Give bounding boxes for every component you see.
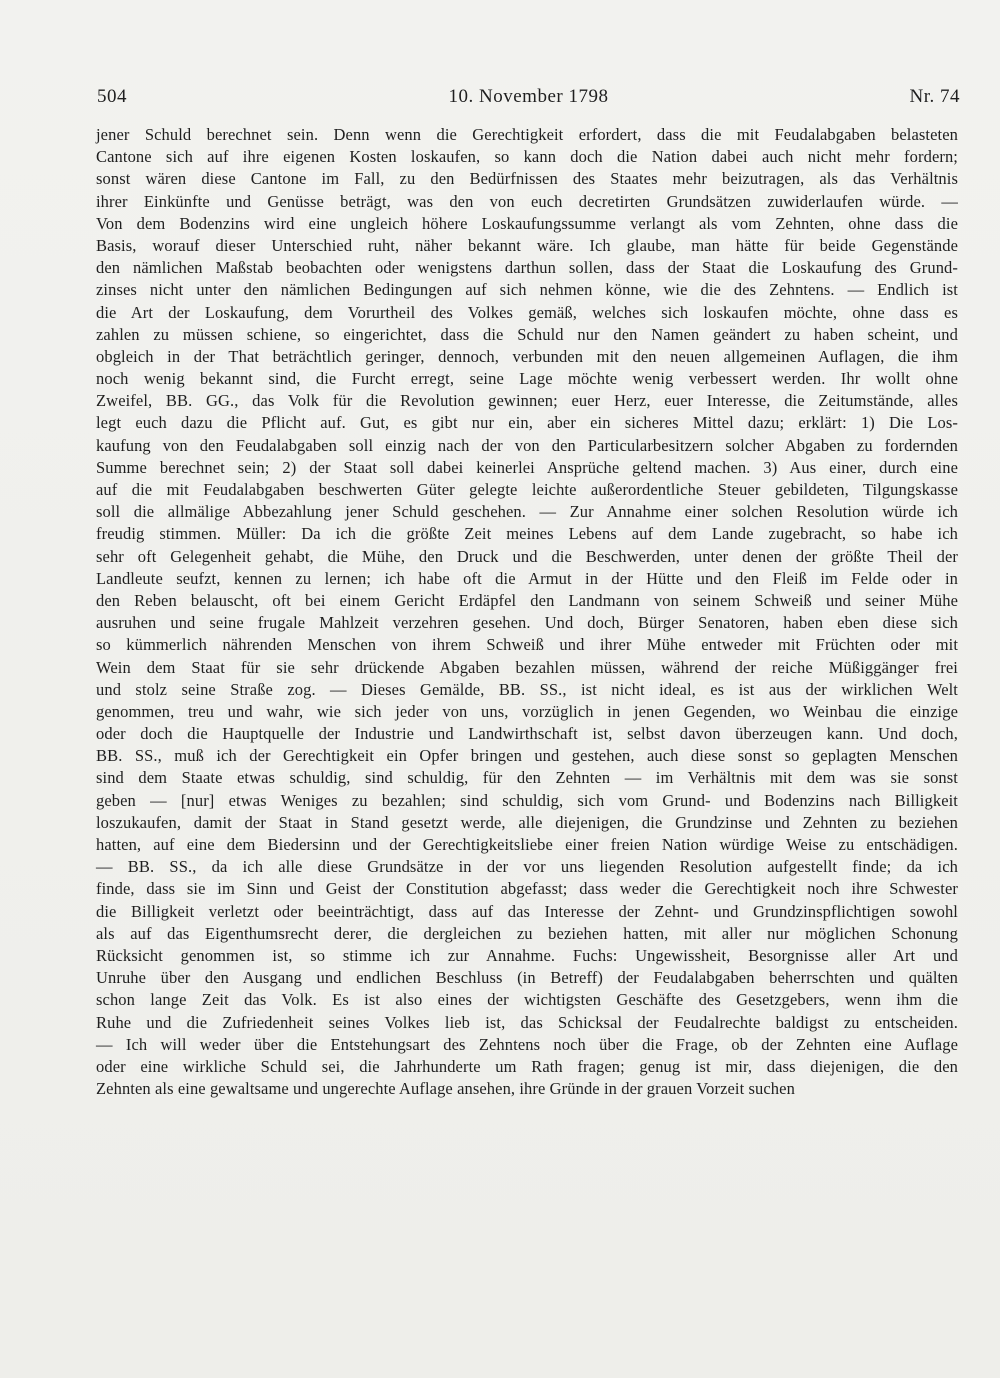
body-text xyxy=(96,124,958,1100)
text-line: BB. SS., muß ich der Gerechtigkeit ein Opfer bringen und gestehen, auch diese sonst so geplagten Menschen xyxy=(96,746,958,766)
text-line: Rücksicht genommen ist, so stimme ich zur Annahme. Fuchs: Ungewissheit, Besorgnisse aller Art und xyxy=(96,945,958,965)
text-line: Zweifel, BB. GG., das Volk für die Revolution gewinnen; euer Herz, euer Interesse, die Zeitumstände, alles xyxy=(96,391,958,411)
text-line: geben — [nur] etwas Weniges zu bezahlen; sind schuldig, sich vom Grund- und Bodenzins nach Billigkeit xyxy=(96,790,958,810)
text-line: die Billigkeit verletzt oder beeinträchtigt, dass auf das Interesse der Zehnt- und Grundzinspflichtigen sowohl xyxy=(96,901,958,921)
text-line: obgleich in der That beträchtlich geringer, dennoch, verbunden mit den neuen allgemeinen Auflagen, die ihm xyxy=(96,346,958,366)
text-line: freudig stimmen. Müller: Da ich die größte Zeit meines Lebens auf dem Lande zugebracht, so habe ich xyxy=(96,524,958,544)
text-line: — BB. SS., da ich alle diese Grundsätze in der vor uns liegenden Resolution aufgestellt finde; da ich xyxy=(96,857,958,877)
text-line: Summe berechnet sein; 2) der Staat soll dabei keinerlei Ansprüche geltend machen. 3) Aus einer, durch eine xyxy=(96,457,958,477)
text-line: ausruhen und seine frugale Mahlzeit verzehren gesehen. Und doch, Bürger Senatoren, haben eben diese sich xyxy=(96,613,958,633)
text-line: Unruhe über den Ausgang und endlichen Beschluss (in Betreff) der Feudalabgaben beherrschten und quälten xyxy=(96,968,958,988)
text-line: und stolz seine Straße zog. — Dieses Gemälde, BB. SS., ist nicht ideal, es ist aus der wirklichen Welt xyxy=(96,679,958,699)
text-line: zahlen zu müssen schiene, so eingerichtet, dass die Schuld nur den Namen geändert zu haben scheint, und xyxy=(96,324,958,344)
page-number: 504 xyxy=(97,86,127,107)
text-line: als auf das Eigenthumsrecht derer, die dergleichen zu beziehen hatten, mit aller nur möglichen Schonung xyxy=(96,923,958,943)
text-line: loszukaufen, damit der Staat in Stand gesetzt werde, alle diejenigen, die Grundzinse und Zehnten zu beziehen xyxy=(96,812,958,832)
header-date: 10. November 1798 xyxy=(448,86,609,107)
text-line: — Ich will weder über die Entstehungsart des Zehntens noch über die Frage, ob der Zehnten eine Auflage xyxy=(96,1034,958,1054)
text-line: Cantone sich auf ihre eigenen Kosten loskaufen, so kann doch die Nation dabei auch nicht mehr fordern; xyxy=(96,147,958,167)
text-line: den nämlichen Maßstab beobachten oder wenigstens darthun sollen, dass der Staat die Loskaufung des Grund- xyxy=(96,258,958,278)
text-line: oder doch die Hauptquelle der Industrie und Landwirthschaft ist, selbst davon überzeugen kann. Und doch, xyxy=(96,724,958,744)
text-line: Von dem Bodenzins wird eine ungleich höhere Loskaufungssumme verlangt als vom Zehnten, ohne dass die xyxy=(96,213,958,233)
text-line: sehr oft Gelegenheit gehabt, die Mühe, den Druck und die Beschwerden, unter denen der größte Theil der xyxy=(96,546,958,566)
text-line: legt euch dazu die Pflicht auf. Gut, es gibt nur ein, aber ein sicheres Mittel dazu; erklärt: 1) Die Los- xyxy=(96,413,958,433)
text-line: Basis, worauf dieser Unterschied ruht, näher bekannt wäre. Ich glaube, man hätte für beide Gegenstände xyxy=(96,235,958,255)
text-line: Ruhe und die Zufriedenheit seines Volkes lieb ist, das Schicksal der Feudalrechte baldigst zu entscheiden. xyxy=(96,1012,958,1032)
text-line: genommen, treu und wahr, wie sich jeder von uns, vorzüglich in jenen Gegenden, wo Weinbau die einzige xyxy=(96,701,958,721)
text-line: schon lange Zeit das Volk. Es ist also eines der wichtigsten Geschäfte des Gesetzgebers, wenn ihm die xyxy=(96,990,958,1010)
text-line: finde, dass sie im Sinn und Geist der Constitution abgefasst; dass weder die Gerechtigkeit noch ihre Schwester xyxy=(96,879,958,899)
issue-number: Nr. 74 xyxy=(909,86,960,107)
text-line: auf die mit Feudalabgaben beschwerten Güter gelegte leichte außerordentliche Steuer gebildeten, Tilgungskasse xyxy=(96,480,958,499)
text-line: jener Schuld berechnet sein. Denn wenn die Gerechtigkeit erfordert, dass die mit Feudalabgaben belasteten xyxy=(96,125,958,144)
text-line: Zehnten als eine gewaltsame und ungerechte Auflage ansehen, ihre Gründe in der grauen Vorzeit suchen xyxy=(96,1079,795,1099)
text-line: hatten, auf eine dem Biedersinn und der Gerechtigkeitsliebe einer freien Nation würdige Weise zu entschädigen. xyxy=(96,835,958,854)
text-line: soll die allmälige Abbezahlung jener Schuld geschehen. — Zur Annahme einer solchen Resolution würde ich xyxy=(96,502,958,522)
text-line: den Reben belauscht, oft bei einem Gericht Erdäpfel den Landmann von seinem Schweiß und seiner Mühe xyxy=(96,590,958,610)
text-line: Wein dem Staat für sie sehr drückende Abgaben bezahlen müssen, während der reiche Müßiggänger frei xyxy=(96,657,958,677)
text-line: kaufung von den Feudalabgaben soll einzig nach der von den Particularbesitzern solcher Abgaben zu fordernden xyxy=(96,435,958,455)
text-line: Landleute seufzt, kennen zu lernen; ich habe oft die Armut in der Hütte und den Fleiß im Felde oder in xyxy=(96,568,958,588)
text-line: so kümmerlich nährenden Menschen von ihrem Schweiß und ihrer Mühe entweder mit Früchten oder mit xyxy=(96,635,958,655)
text-line: zinses nicht unter den nämlichen Bedingungen auf sich nehmen könne, wie die des Zehntens. — Endlich ist xyxy=(96,280,958,300)
text-line: oder eine wirkliche Schuld sei, die Jahrhunderte um Rath fragen; genug ist mir, dass diejenigen, die den xyxy=(96,1056,958,1076)
text-line: sind dem Staate etwas schuldig, sind schuldig, für den Zehnten — im Verhältnis mit dem was sie sonst xyxy=(96,768,958,788)
text-line: ihrer Einkünfte und Genüsse beträgt, was den von euch decretirten Grundsätzen zuwiderlaufen würde. — xyxy=(96,191,958,211)
running-header xyxy=(97,86,960,116)
text-line: noch wenig bekannt sind, die Furcht erregt, seine Lage möchte wenig verbessert werden. Ihr wollt ohne xyxy=(96,369,958,389)
text-line: die Art der Loskaufung, dem Vorurtheil des Volkes gemäß, welches sich loskaufen möchte, ohne dass es xyxy=(96,302,958,322)
text-line: sonst wären diese Cantone im Fall, zu den Bedürfnissen des Staates mehr beizutragen, als das Verhältnis xyxy=(96,169,958,189)
